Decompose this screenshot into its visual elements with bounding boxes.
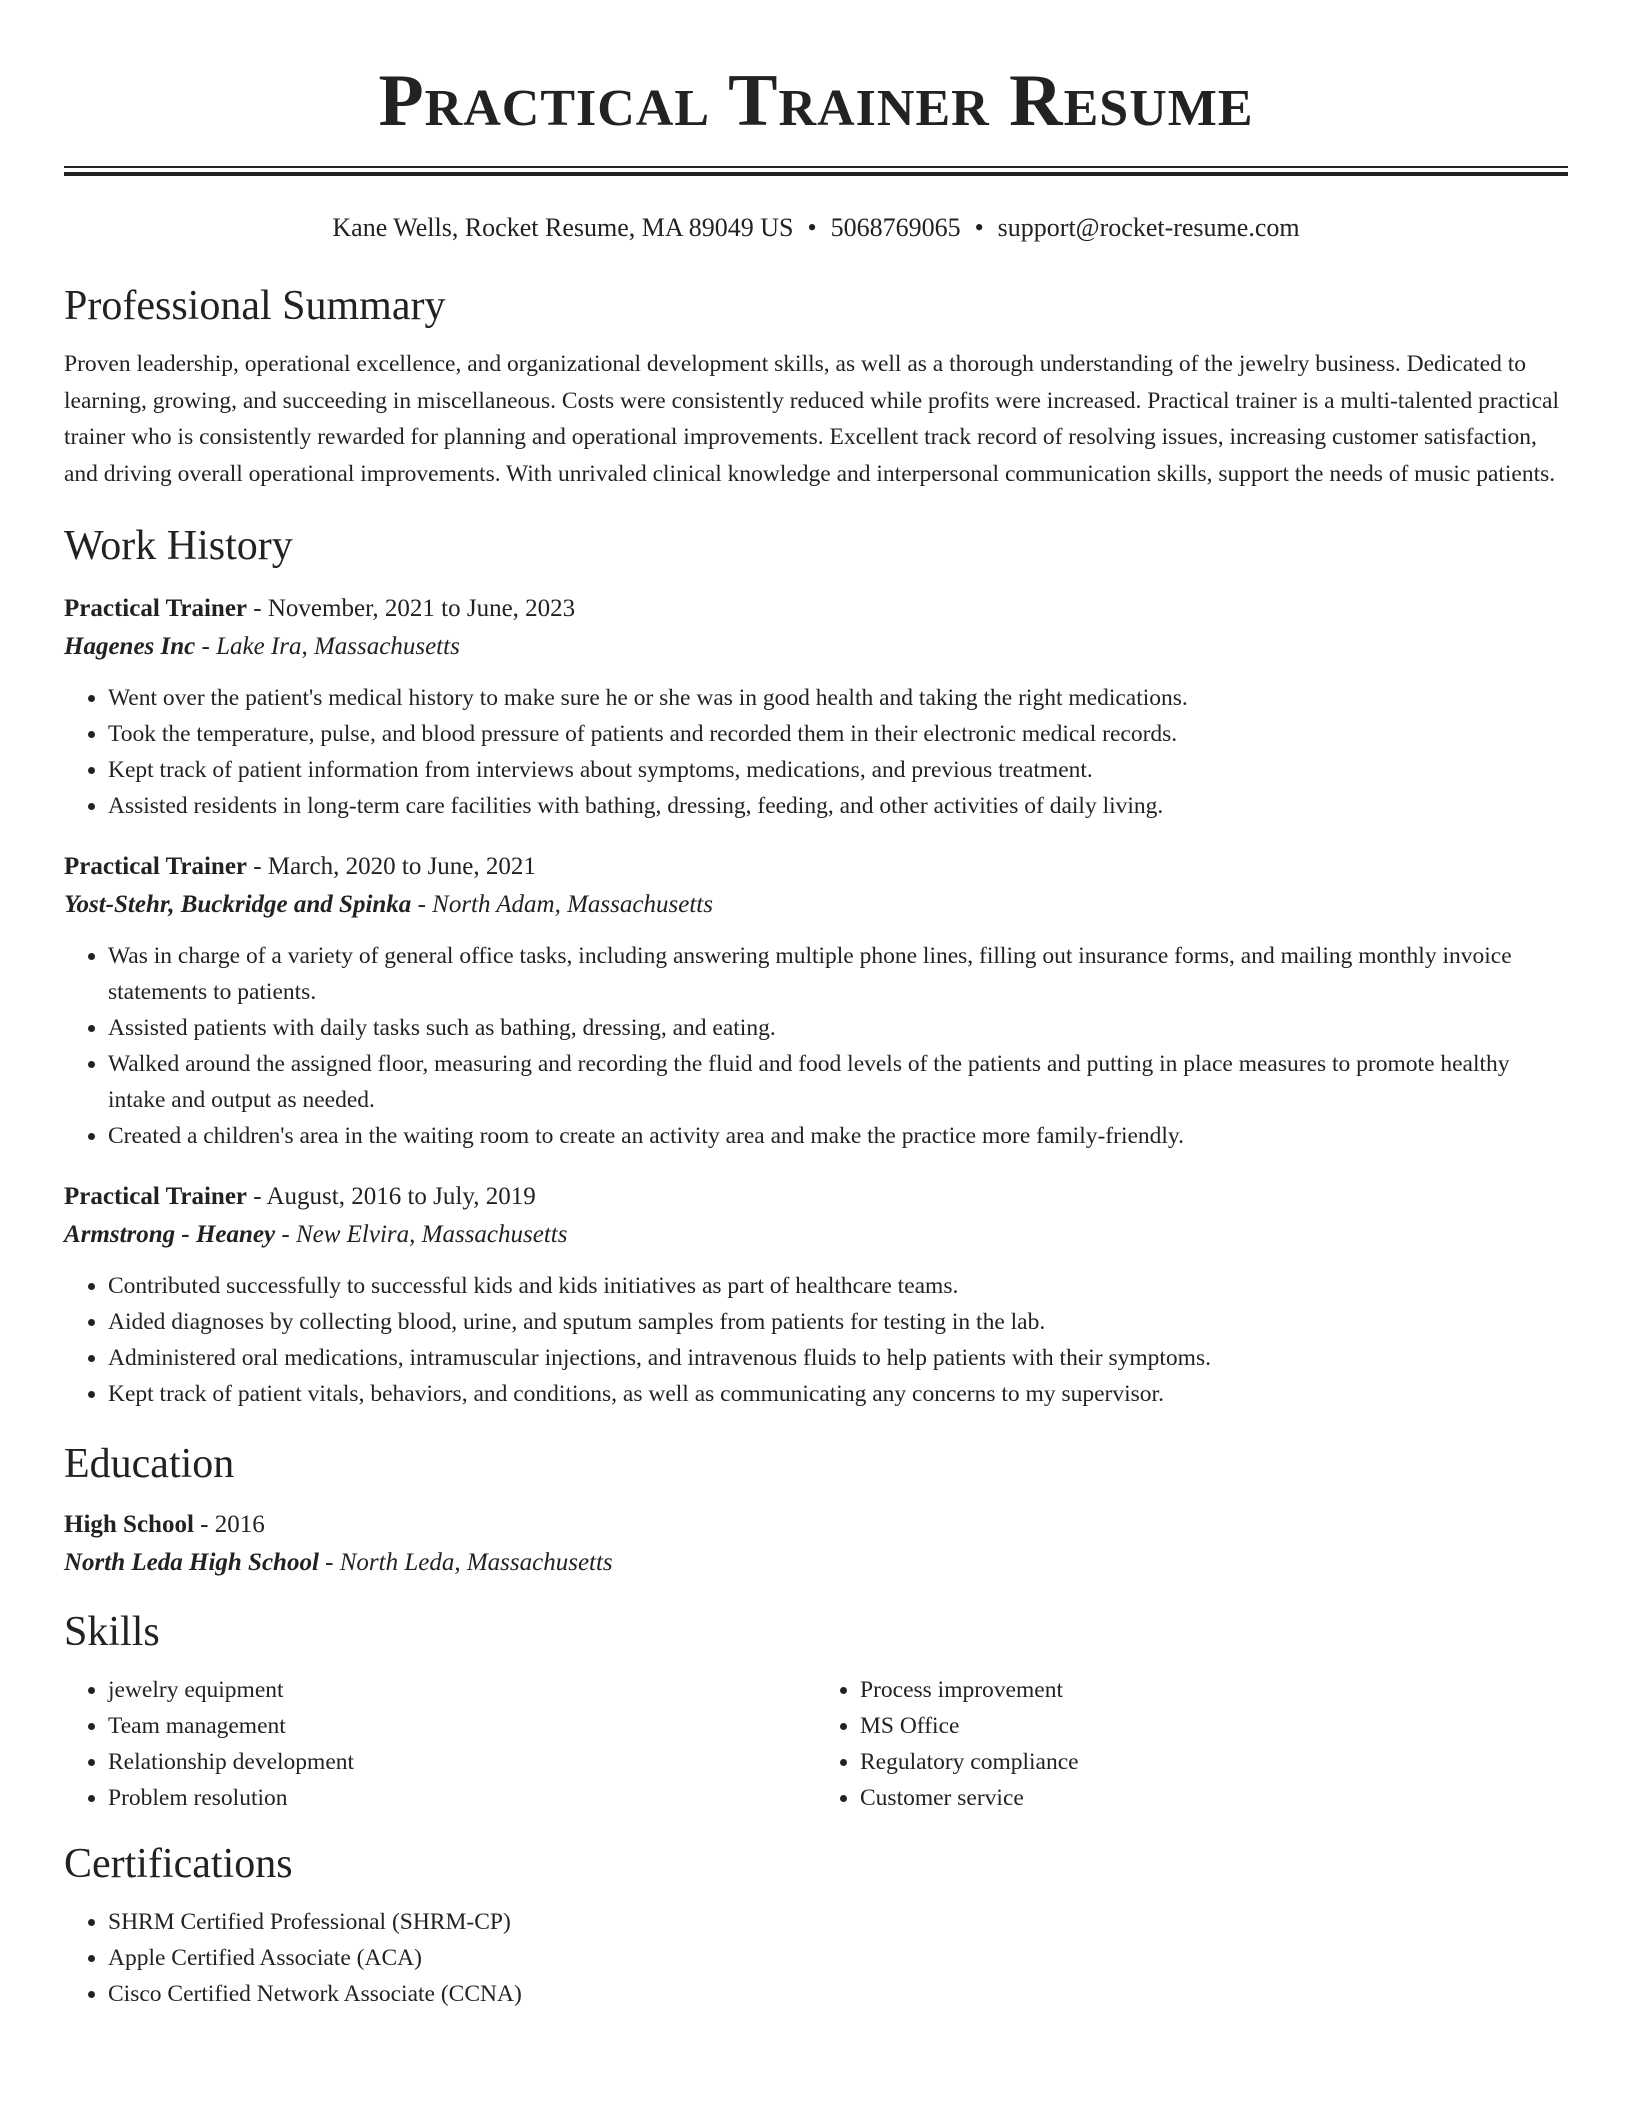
education-heading: Education	[64, 1441, 235, 1487]
graduation-year: - 2016	[193, 1511, 265, 1538]
list-item: • Assisted residents in long-term care facilities with bathing, dressing, feeding, and other activities of daily living.	[108, 788, 1568, 824]
job-title-line	[64, 848, 1568, 886]
employer-name: Yost-Stehr, Buckridge and Spinka	[64, 891, 412, 918]
work-history-heading: Work History	[64, 523, 293, 569]
skill-item: • Process improvement	[860, 1672, 1568, 1708]
title-divider	[64, 166, 1568, 176]
job-title: Practical Trainer	[64, 853, 248, 880]
degree: High School	[64, 1511, 194, 1538]
contact-phone: 5068769065	[830, 213, 961, 242]
employer-line	[64, 1216, 1568, 1254]
list-item: • Was in charge of a variety of general office tasks, including answering multiple phone lines, filling out insurance forms, and mailing monthly invoice statements to patients.	[108, 938, 1568, 1010]
skill-item: • Relationship development	[108, 1744, 816, 1780]
degree-line	[64, 1506, 1568, 1544]
certifications-heading: Certifications	[64, 1841, 293, 1887]
employer-line	[64, 628, 1568, 666]
job-dates: - November, 2021 to June, 2023	[247, 595, 576, 622]
summary-heading: Professional Summary	[64, 283, 446, 329]
job-duties-list	[64, 680, 1568, 824]
education-entry	[64, 1506, 1568, 1582]
employer-name: Armstrong - Heaney	[64, 1221, 276, 1248]
skills-grid	[64, 1672, 1568, 1816]
resume-title: Practical Trainer Resume	[378, 60, 1254, 142]
certification-item: • Cisco Certified Network Associate (CCNA)	[108, 1976, 1568, 2012]
employer-location: - Lake Ira, Massachusetts	[195, 633, 460, 660]
contact-separator: •	[807, 213, 817, 242]
skills-list-left	[64, 1672, 816, 1816]
list-item: • Went over the patient's medical history to make sure he or she was in good health and taking the right medications.	[108, 680, 1568, 716]
job-title-line	[64, 590, 1568, 628]
certifications-list	[64, 1904, 1568, 2012]
list-item: • Aided diagnoses by collecting blood, urine, and sputum samples from patients for testing in the lab.	[108, 1304, 1568, 1340]
contact-address: Kane Wells, Rocket Resume, MA 89049 US	[332, 213, 794, 242]
employer-name: Hagenes Inc	[64, 633, 196, 660]
list-item: • Administered oral medications, intramuscular injections, and intravenous fluids to help patients with their symptoms.	[108, 1340, 1568, 1376]
skill-item: • Customer service	[860, 1780, 1568, 1816]
list-item: • Created a children's area in the waiting room to create an activity area and make the practice more family-friendly.	[108, 1118, 1568, 1154]
list-item: • Assisted patients with daily tasks such as bathing, dressing, and eating.	[108, 1010, 1568, 1046]
summary-text: Proven leadership, operational excellence, and organizational development skills, as well as a thorough understanding of the jewelry business. Dedicated to learning, growing, and succeeding in miscellaneous. Costs were consistently reduced while profits were increased. Practical trainer is a multi-talented practical trainer who is consistently rewarded for planning and operational improvements. Excellent track record of resolving issues, increasing customer satisfaction, and driving overall operational improvements. With unrivaled clinical knowledge and interpersonal communication skills, support the needs of music patients.	[64, 351, 1559, 487]
contact-separator: •	[974, 213, 984, 242]
job-entry	[64, 1178, 1568, 1412]
job-entry	[64, 848, 1568, 1154]
skills-heading: Skills	[64, 1609, 160, 1655]
job-title: Practical Trainer	[64, 1183, 248, 1210]
job-duties-list	[64, 938, 1568, 1154]
job-dates: - August, 2016 to July, 2019	[247, 1183, 536, 1210]
certification-item: • SHRM Certified Professional (SHRM-CP)	[108, 1904, 1568, 1940]
job-title: Practical Trainer	[64, 595, 248, 622]
school-location: - North Leda, Massachusetts	[318, 1549, 613, 1576]
skill-item: • jewelry equipment	[108, 1672, 816, 1708]
employer-location: - New Elvira, Massachusetts	[275, 1221, 568, 1248]
school-name: North Leda High School	[64, 1549, 319, 1576]
list-item: • Walked around the assigned floor, measuring and recording the fluid and food levels of the patients and putting in place measures to promote healthy intake and output as needed.	[108, 1046, 1568, 1118]
job-duties-list	[64, 1268, 1568, 1412]
job-title-line	[64, 1178, 1568, 1216]
list-item: • Contributed successfully to successful kids and kids initiatives as part of healthcare teams.	[108, 1268, 1568, 1304]
skill-item: • Team management	[108, 1708, 816, 1744]
list-item: • Took the temperature, pulse, and blood pressure of patients and recorded them in their electronic medical records.	[108, 716, 1568, 752]
school-line	[64, 1544, 1568, 1582]
skills-list-right	[816, 1672, 1568, 1816]
job-entry	[64, 590, 1568, 824]
employer-line	[64, 886, 1568, 924]
contact-email: support@rocket-resume.com	[997, 213, 1300, 242]
employer-location: - North Adam, Massachusetts	[411, 891, 713, 918]
job-dates: - March, 2020 to June, 2021	[247, 853, 536, 880]
certification-item: • Apple Certified Associate (ACA)	[108, 1940, 1568, 1976]
skill-item: • MS Office	[860, 1708, 1568, 1744]
contact-line	[64, 212, 1568, 244]
skill-item: • Problem resolution	[108, 1780, 816, 1816]
list-item: • Kept track of patient information from interviews about symptoms, medications, and previous treatment.	[108, 752, 1568, 788]
list-item: • Kept track of patient vitals, behaviors, and conditions, as well as communicating any concerns to my supervisor.	[108, 1376, 1568, 1412]
skill-item: • Regulatory compliance	[860, 1744, 1568, 1780]
